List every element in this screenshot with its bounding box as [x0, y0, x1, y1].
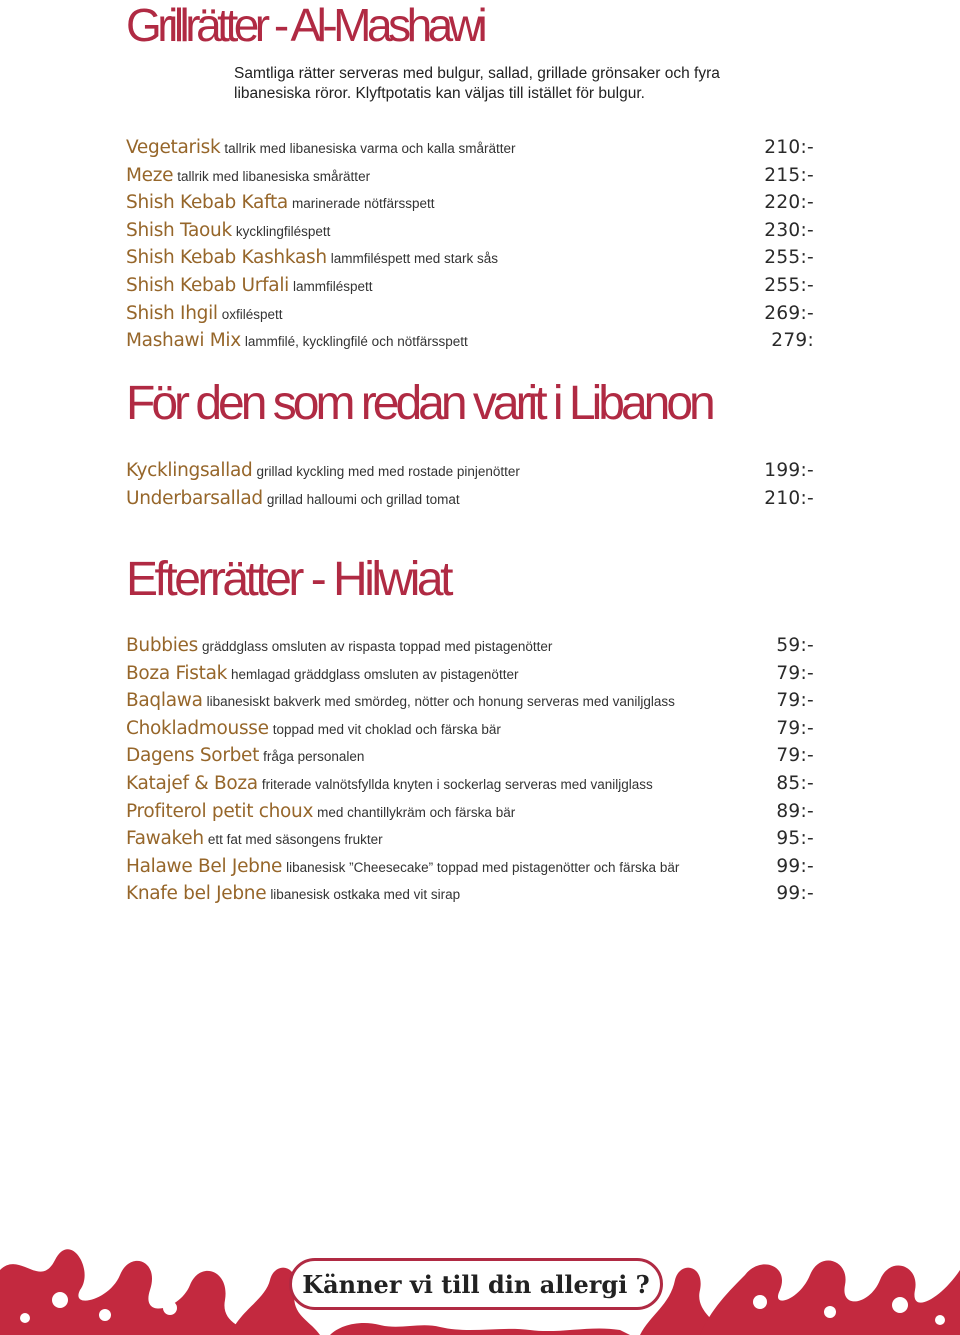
dish-description: libanesisk ostkaka med vit sirap — [270, 887, 461, 903]
menu-item — [126, 825, 816, 853]
dish-description: kycklingfiléspett — [235, 223, 331, 239]
menu-item — [126, 798, 816, 826]
dish-description: grillad halloumi och grillad tomat — [266, 491, 460, 507]
dish-description: libanesisk ”Cheesecake” toppad med pistagenötter och färska bär — [286, 859, 680, 875]
dish-description: ett fat med säsongens frukter — [207, 832, 383, 848]
dish-price: 99:- — [776, 883, 814, 905]
dish-name: Shish Kebab Kafta — [126, 192, 288, 214]
dish-price: 99:- — [776, 855, 814, 877]
dish-description: hemlagad gräddglass omsluten av pistagenötter — [231, 666, 519, 682]
dish-name: Boza Fistak — [126, 662, 228, 684]
dish-name: Bubbies — [126, 635, 198, 656]
dish-description: lammfiléspett — [293, 278, 373, 294]
dish-price: 269:- — [764, 302, 814, 324]
dish-description: lammfiléspett med stark sås — [330, 251, 499, 267]
dish-price: 279: — [771, 330, 814, 352]
grill-intro: Samtliga rätter serveras med bulgur, sallad, grillade grönsaker och fyra libanesiska röror. Klyftpotatis kan väljas till istället för bulgur. — [234, 65, 720, 102]
dish-name: Kycklingsallad — [126, 460, 253, 481]
dish-price: 215:- — [764, 164, 814, 186]
menu-item — [126, 880, 816, 908]
allergy-question: Känner vi till din allergi ? — [302, 1269, 650, 1299]
dish-price: 230:- — [764, 219, 814, 241]
dish-description: tallrik med libanesiska varma och kalla smårätter — [224, 141, 516, 156]
menu-item — [126, 327, 816, 355]
menu-item — [126, 742, 816, 770]
dish-description: toppad med vit choklad och färska bär — [272, 721, 501, 737]
dish-price: 59:- — [776, 635, 814, 656]
dish-name: Halawe Bel Jebne — [126, 855, 283, 877]
menu-item — [126, 660, 816, 688]
dish-price: 255:- — [764, 274, 814, 296]
menu-item — [126, 485, 816, 513]
dish-description: gräddglass omsluten av rispasta toppad med pistagenötter — [201, 639, 553, 654]
dish-price: 220:- — [764, 192, 814, 214]
dish-name: Underbarsallad — [126, 487, 263, 509]
menu-item — [126, 244, 816, 272]
dish-name: Shish Kebab Kashkash — [126, 247, 327, 269]
allergy-banner — [289, 1258, 663, 1310]
dish-name: Mashawi Mix — [126, 330, 241, 352]
dish-name: Baqlawa — [126, 690, 203, 712]
dish-price: 85:- — [776, 772, 814, 794]
dish-name: Knafe bel Jebne — [126, 883, 267, 905]
dish-description: marinerade nötfärsspett — [291, 196, 435, 212]
dish-price: 95:- — [776, 828, 814, 850]
grill-menu-list — [126, 134, 816, 355]
menu-item — [126, 632, 816, 660]
menu-item — [126, 853, 816, 881]
menu-item — [126, 134, 816, 162]
dessert-section-title: Efterrätter - Hilwiat — [126, 553, 450, 606]
dish-description: lammfilé, kycklingfilé och nötfärsspett — [244, 334, 468, 350]
dish-name: Meze — [126, 164, 174, 186]
dish-description: friterade valnötsfyllda knyten i sockerlag serveras med vaniljglass — [261, 776, 653, 792]
dish-price: 79:- — [776, 717, 814, 739]
dish-description: oxfiléspett — [221, 306, 283, 322]
salad-section-title: För den som redan varit i Libanon — [126, 377, 712, 430]
menu-item — [126, 272, 816, 300]
dish-name: Shish Ihgil — [126, 302, 218, 324]
menu-item — [126, 687, 816, 715]
menu-item — [126, 217, 816, 245]
dish-description: fråga personalen — [263, 749, 365, 765]
dish-name: Shish Kebab Urfali — [126, 274, 290, 296]
dish-description: libanesiskt bakverk med smördeg, nötter och honung serveras med vaniljglass — [206, 694, 675, 710]
dish-name: Shish Taouk — [126, 219, 232, 241]
menu-item — [126, 715, 816, 743]
dish-description: med chantillykräm och färska bär — [317, 804, 516, 820]
dish-name: Chokladmousse — [126, 717, 269, 739]
dish-name: Vegetarisk — [126, 137, 221, 158]
dish-price: 79:- — [776, 690, 814, 712]
dish-price: 210:- — [764, 487, 814, 509]
salad-menu-list — [126, 457, 816, 512]
dish-name: Fawakeh — [126, 828, 204, 850]
dish-price: 199:- — [764, 460, 814, 481]
dish-price: 255:- — [764, 247, 814, 269]
dish-name: Dagens Sorbet — [126, 745, 260, 767]
dish-price: 210:- — [764, 137, 814, 158]
dessert-menu-list — [126, 632, 816, 908]
dish-price: 79:- — [776, 745, 814, 767]
dish-description: tallrik med libanesiska smårätter — [177, 168, 371, 184]
dish-name: Katajef & Boza — [126, 772, 258, 794]
dish-price: 79:- — [776, 662, 814, 684]
grill-section-title: Grillrätter - Al-Mashawi — [126, 0, 484, 51]
dish-price: 89:- — [776, 800, 814, 822]
dish-description: grillad kyckling med med rostade pinjenötter — [256, 464, 520, 479]
menu-item — [126, 300, 816, 328]
menu-item — [126, 162, 816, 190]
menu-item — [126, 457, 816, 485]
menu-item — [126, 189, 816, 217]
menu-item — [126, 770, 816, 798]
dish-name: Profiterol petit choux — [126, 800, 314, 822]
